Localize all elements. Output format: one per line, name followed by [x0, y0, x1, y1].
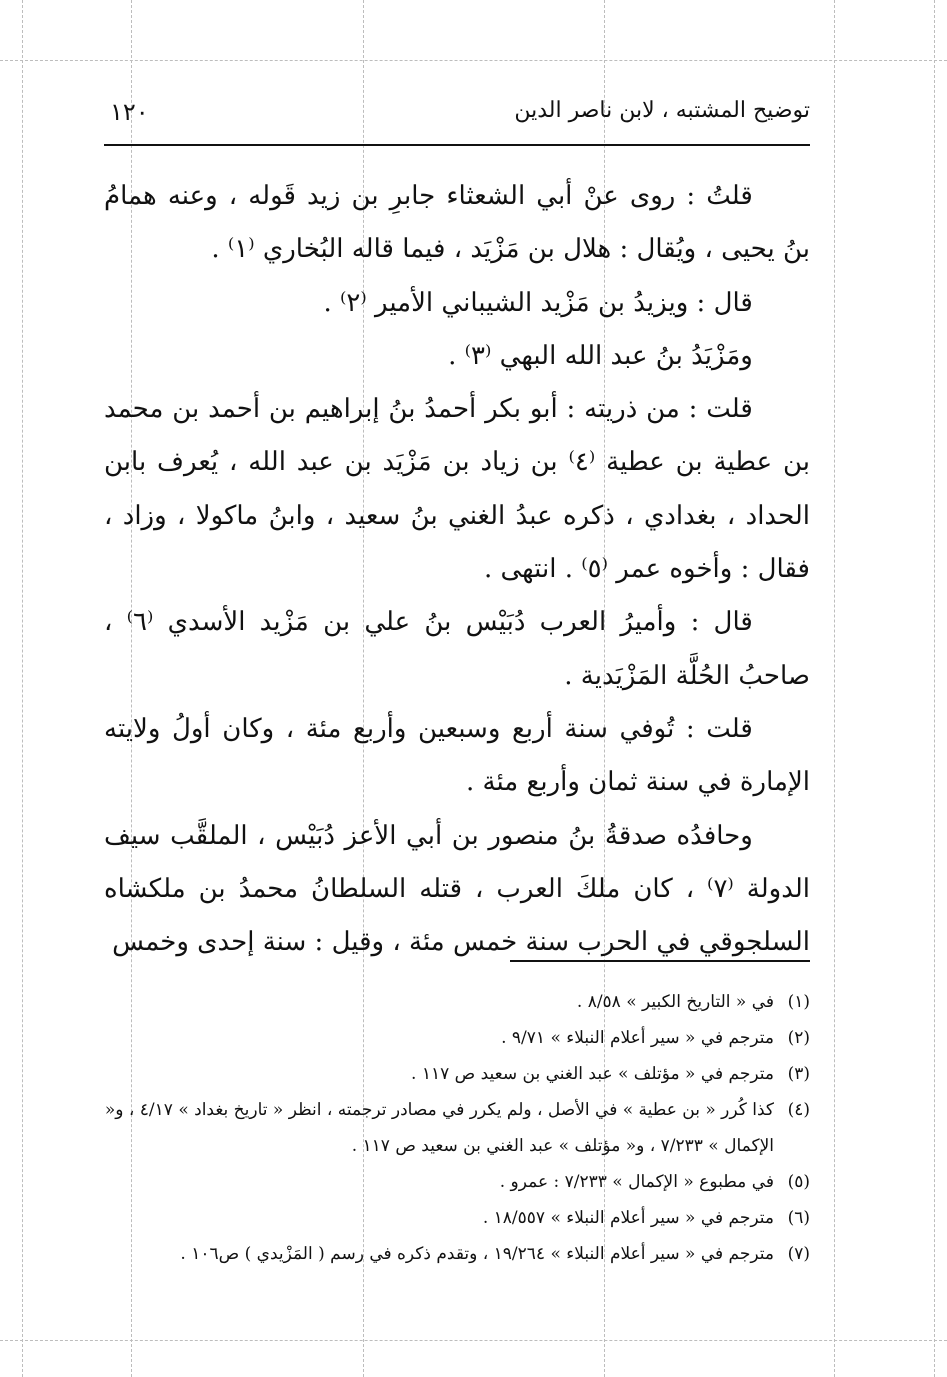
- footnote: [104, 1056, 810, 1092]
- footnote-text: مترجم في « سير أعلام النبلاء » ٩/٧١ .: [501, 1028, 774, 1048]
- footnote-number: (١): [787, 992, 810, 1012]
- footnote-number: (٥): [787, 1172, 810, 1192]
- footnote-text: مترجم في « مؤتلف » عبد الغني بن سعيد ص ١١٧ .: [411, 1064, 774, 1084]
- body-paragraph: قلت : تُوفي سنة أربع وسبعين وأربع مئة ، وكان أولُ ولايته الإمارة في سنة ثمان وأربع مئة .: [104, 713, 810, 798]
- footnote-text: مترجم في « سير أعلام النبلاء » ١٨/٥٥٧ .: [482, 1208, 774, 1228]
- body-paragraph: ومَزْيَدُ بنُ عبد الله البهي ⁽٣⁾ .: [448, 340, 753, 371]
- body-paragraph: قلتُ : روى عنْ أبي الشعثاء جابرِ بن زيد قَوله ، وعنه همامُ بنُ يحيى ، ويُقال : هلال بن مَزْيَد ، فيما قاله البُخاري ⁽١⁾ .: [104, 181, 810, 265]
- body-text: [104, 170, 810, 969]
- footnote-number: (٧): [787, 1244, 810, 1264]
- scan-guide-line: [0, 60, 947, 61]
- footnote-text: مترجم في « سير أعلام النبلاء » ١٩/٢٦٤ ، وتقدم ذكره في رسم ( المَزْيدي ) ص١٠٦ .: [180, 1244, 774, 1264]
- page-header: [104, 88, 810, 146]
- scan-guide-line: [834, 0, 835, 1377]
- scan-guide-line: [22, 0, 23, 1377]
- footnote: [104, 1200, 810, 1236]
- scan-guide-line: [0, 1340, 947, 1341]
- body-paragraph: قال : ويزيدُ بن مَزْيد الشيباني الأمير ⁽٢⁾ .: [323, 287, 753, 318]
- running-title: توضيح المشتبه ، لابن ناصر الدين: [514, 98, 810, 123]
- scan-guide-line: [934, 0, 935, 1377]
- footnote-text: في « التاريخ الكبير » ٨/٥٨ .: [576, 992, 774, 1012]
- footnote-number: (٣): [787, 1064, 810, 1084]
- body-paragraph: وحافدُه صدقةُ بنُ منصور بن أبي الأعز دُبَيْس ، الملقَّب سيف الدولة ⁽٧⁾ ، كان ملكَ العرب ، قتله السلطانُ محمدُ بن ملكشاه السلجوقي في الحرب سنة خمس مئة ، وقيل : سنة إحدى وخمس: [104, 820, 810, 958]
- footnote-number: (٦): [787, 1208, 810, 1228]
- footnotes: [104, 984, 810, 1272]
- document-page: [104, 88, 810, 1288]
- footnote: [104, 1236, 810, 1272]
- footnote-text: في مطبوع « الإكمال » ٧/٢٣٣ : عمرو .: [499, 1172, 774, 1192]
- page-number: ١٢٠: [110, 98, 149, 126]
- footnote: [104, 984, 810, 1020]
- footnote-separator: [510, 960, 810, 962]
- footnote: [104, 1164, 810, 1200]
- footnote: [104, 1092, 810, 1164]
- footnote-number: (٤): [787, 1100, 810, 1120]
- footnote: [104, 1020, 810, 1056]
- body-paragraph: قلت : من ذريته : أبو بكر أحمدُ بنُ إبراهيم بن أحمد بن محمد بن عطية بن عطية ⁽٤⁾ بن زياد بن مَزْيَد بن عبد الله ، يُعرف بابن الحداد ، بغدادي ، ذكره عبدُ الغني بنُ سعيد ، وابنُ ماكولا ، وزاد ، فقال : وأخوه عمر ⁽٥⁾ . انتهى .: [104, 394, 810, 585]
- footnote-text: كذا كُرر « بن عطية » في الأصل ، ولم يكرر في مصادر ترجمته ، انظر « تاريخ بغداد » ٤/١٧ ، و« الإكمال » ٧/٢٣٣ ، و« مؤتلف » عبد الغني بن سعيد ص ١١٧ .: [104, 1100, 774, 1156]
- body-paragraph: قال : وأميرُ العرب دُبَيْس بنُ علي بن مَزْيد الأسدي ⁽٦⁾ ، صاحبُ الحُلَّة المَزْيَدية .: [104, 607, 810, 691]
- footnote-number: (٢): [787, 1028, 810, 1048]
